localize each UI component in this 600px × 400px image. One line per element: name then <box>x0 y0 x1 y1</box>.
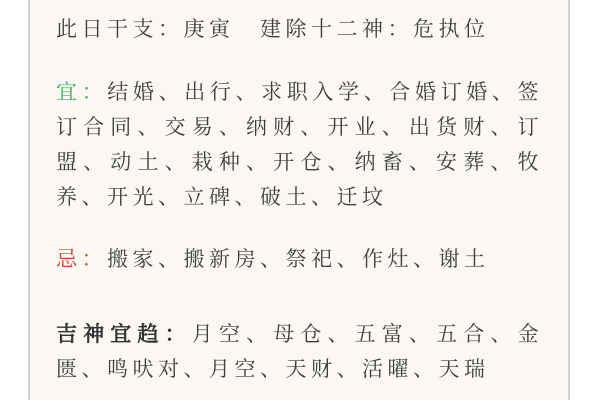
lucky-gods-section <box>56 317 543 387</box>
avoid-label: 忌： <box>56 248 107 271</box>
suitable-items: 结婚、出行、求职入学、合婚订婚、签订合同、交易、纳财、开业、出货财、订盟、动土、栽种、开仓、纳畜、安葬、牧养、开光、立碑、破土、迁坟 <box>56 81 544 209</box>
suitable-section <box>56 75 543 215</box>
suitable-label: 宜： <box>56 81 108 104</box>
lucky-gods-label: 吉神宜趋： <box>56 323 192 346</box>
avoid-section <box>56 242 543 277</box>
day-ganzhi-text: 此日干支：庚寅 建除十二神：危执位 <box>56 18 490 41</box>
day-ganzhi-line <box>56 12 543 47</box>
almanac-panel <box>28 0 570 400</box>
avoid-items: 搬家、搬新房、祭祀、作灶、谢土 <box>107 248 490 271</box>
lucky-gods-items: 月空、母仓、五富、五合、金匮、鸣吠对、月空、天财、活曜、天瑞 <box>56 323 544 381</box>
